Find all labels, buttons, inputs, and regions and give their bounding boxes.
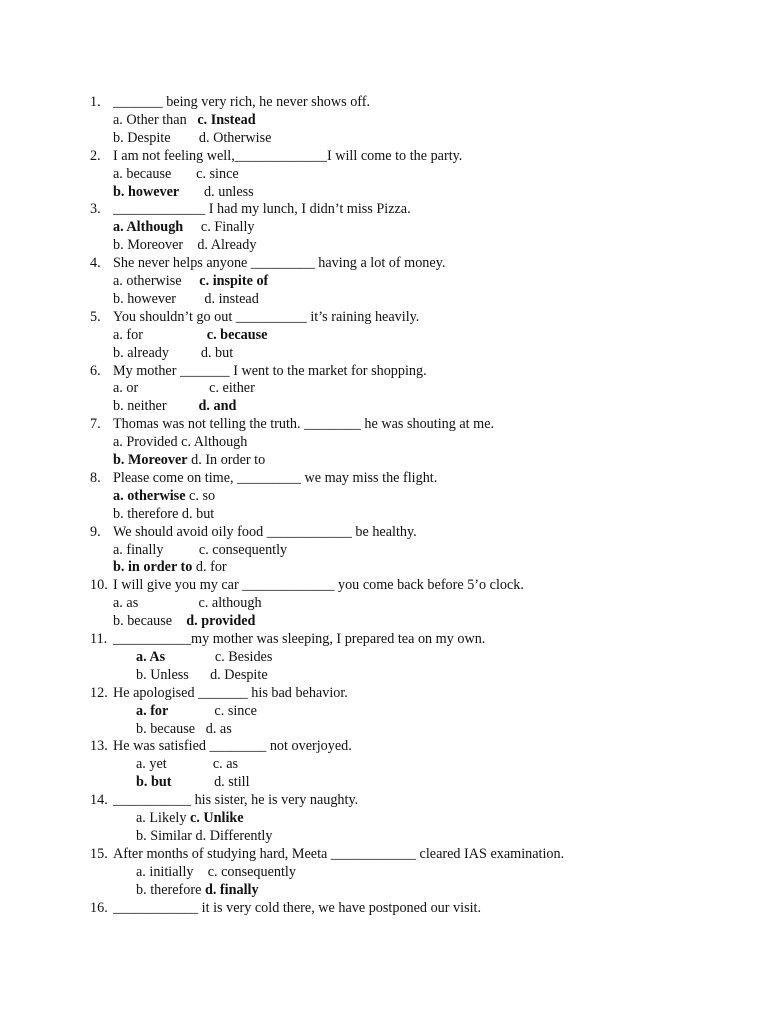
question-number: 1.: [90, 94, 101, 110]
options-row: [136, 773, 250, 791]
options-row: [136, 702, 257, 720]
question-7: [90, 415, 730, 433]
question-text: Please come on time, _________ we may miss the flight.: [113, 469, 438, 486]
option-text: d. for: [192, 559, 227, 576]
option-text: d. still: [171, 774, 250, 791]
question-text: ___________ his sister, he is very naughty.: [113, 792, 359, 809]
question-number: 9.: [90, 523, 101, 540]
options-row: [113, 594, 262, 612]
option-text: a. as c. although: [113, 595, 262, 612]
question-number: 16.: [90, 899, 108, 916]
question-number: 11.: [90, 631, 108, 647]
question-14: [90, 791, 730, 809]
answer-option: c. because: [206, 326, 268, 343]
options-row: [136, 720, 232, 738]
question-number: 5.: [90, 308, 101, 325]
question-number: 12.: [90, 684, 108, 701]
options-row: [136, 666, 268, 684]
options-row: [113, 236, 256, 254]
options-row: [136, 827, 272, 845]
options-row: [136, 881, 259, 899]
question-12: [90, 684, 730, 702]
question-number: 14.: [90, 792, 108, 809]
option-text: c. Finally: [183, 219, 255, 236]
options-row: [136, 809, 244, 827]
question-text: After months of studying hard, Meeta ____________ cleared IAS examination.: [113, 845, 565, 862]
options-row: [113, 111, 256, 129]
question-15: [90, 845, 730, 863]
question-text: I am not feeling well,_____________I will come to the party.: [113, 147, 463, 164]
option-text: a. for: [113, 326, 207, 343]
options-row: [113, 433, 247, 451]
question-number: 8.: [90, 469, 101, 486]
option-text: b. therefore d. but: [113, 505, 215, 522]
answer-option: b. Moreover: [113, 452, 188, 468]
option-text: b. Similar d. Differently: [136, 827, 273, 844]
options-row: [113, 487, 215, 505]
question-text: He was satisfied ________ not overjoyed.: [113, 738, 352, 755]
options-row: [113, 612, 255, 630]
question-number: 3.: [90, 201, 101, 218]
options-row: [136, 755, 238, 773]
question-text: I will give you my car _____________ you come back before 5’o clock.: [113, 577, 524, 594]
option-text: c. Besides: [165, 648, 273, 665]
question-3: [90, 200, 730, 218]
options-row: [113, 183, 254, 201]
question-text: My mother _______ I went to the market for shopping.: [113, 362, 427, 379]
question-number: 10.: [90, 577, 108, 594]
options-row: [136, 863, 296, 881]
question-9: [90, 523, 730, 541]
options-row: [113, 218, 255, 236]
option-text: b. because d. as: [136, 720, 232, 737]
question-number: 15.: [90, 845, 108, 862]
options-row: [113, 397, 236, 415]
options-row: [113, 272, 268, 290]
options-row: [113, 165, 239, 183]
answer-option: c. Unlike: [189, 810, 244, 826]
question-text: _______ being very rich, he never shows off.: [113, 94, 371, 110]
option-text: a. yet c. as: [136, 756, 239, 773]
option-text: b. Moreover d. Already: [113, 237, 257, 254]
question-10: [90, 576, 730, 594]
option-text: a. Other than: [113, 111, 198, 128]
options-row: [113, 541, 287, 559]
question-text: He apologised _______ his bad behavior.: [113, 684, 348, 701]
option-text: a. Provided c. Although: [113, 434, 248, 451]
answer-option: a. for: [136, 702, 169, 719]
answer-option: d. and: [198, 398, 237, 415]
answer-option: b. in order to: [113, 559, 193, 576]
question-8: [90, 469, 730, 487]
options-row: [113, 290, 259, 308]
option-text: d. In order to: [187, 452, 266, 468]
question-11: [90, 630, 730, 648]
answer-option: b. but: [136, 774, 172, 791]
question-text: ____________ it is very cold there, we have postponed our visit.: [113, 899, 482, 916]
options-row: [136, 648, 272, 666]
options-row: [113, 379, 255, 397]
question-text: _____________ I had my lunch, I didn’t miss Pizza.: [113, 201, 411, 218]
question-6: [90, 362, 730, 380]
question-number: 2.: [90, 147, 101, 164]
question-2: [90, 147, 730, 165]
answer-option: a. Although: [113, 219, 184, 236]
option-text: a. Likely: [136, 810, 190, 826]
option-text: b. however d. instead: [113, 290, 259, 307]
option-text: b. Unless d. Despite: [136, 666, 268, 683]
question-text: Thomas was not telling the truth. ________ he was shouting at me.: [113, 416, 495, 433]
option-text: a. or c. either: [113, 380, 255, 397]
question-number: 4.: [90, 255, 101, 272]
question-text: You shouldn’t go out __________ it’s raining heavily.: [113, 308, 420, 325]
option-text: c. so: [185, 487, 216, 504]
question-16: [90, 899, 730, 917]
answer-option: c. Instead: [197, 111, 256, 128]
option-text: b. already d. but: [113, 344, 234, 361]
option-text: a. finally c. consequently: [113, 541, 288, 558]
option-text: b. neither: [113, 398, 199, 415]
options-row: [113, 451, 265, 469]
option-text: a. initially c. consequently: [136, 863, 296, 880]
answer-option: d. finally: [204, 881, 259, 898]
options-row: [113, 344, 233, 362]
option-text: b. therefore: [136, 881, 205, 898]
option-text: c. since: [168, 702, 257, 719]
question-13: [90, 737, 730, 755]
question-text: We should avoid oily food ____________ be healthy.: [113, 523, 417, 540]
question-4: [90, 254, 730, 272]
question-number: 6.: [90, 362, 101, 379]
options-row: [113, 326, 267, 344]
answer-option: b. however: [113, 183, 180, 200]
question-text: ___________my mother was sleeping, I prepared tea on my own.: [113, 631, 486, 647]
option-text: b. because: [113, 613, 187, 630]
option-text: a. otherwise: [113, 273, 200, 289]
question-text: She never helps anyone _________ having a lot of money.: [113, 255, 446, 272]
answer-option: a. As: [136, 648, 166, 665]
question-number: 7.: [90, 416, 101, 433]
option-text: b. Despite d. Otherwise: [113, 129, 272, 146]
options-row: [113, 505, 214, 523]
answer-option: a. otherwise: [113, 487, 186, 504]
options-row: [113, 558, 227, 576]
option-text: a. because c. since: [113, 165, 239, 182]
option-text: d. unless: [179, 183, 254, 200]
answer-option: c. inspite of: [199, 273, 269, 289]
question-number: 13.: [90, 738, 108, 755]
question-5: [90, 308, 730, 326]
question-1: [90, 93, 730, 111]
options-row: [113, 129, 271, 147]
answer-option: d. provided: [186, 613, 256, 630]
